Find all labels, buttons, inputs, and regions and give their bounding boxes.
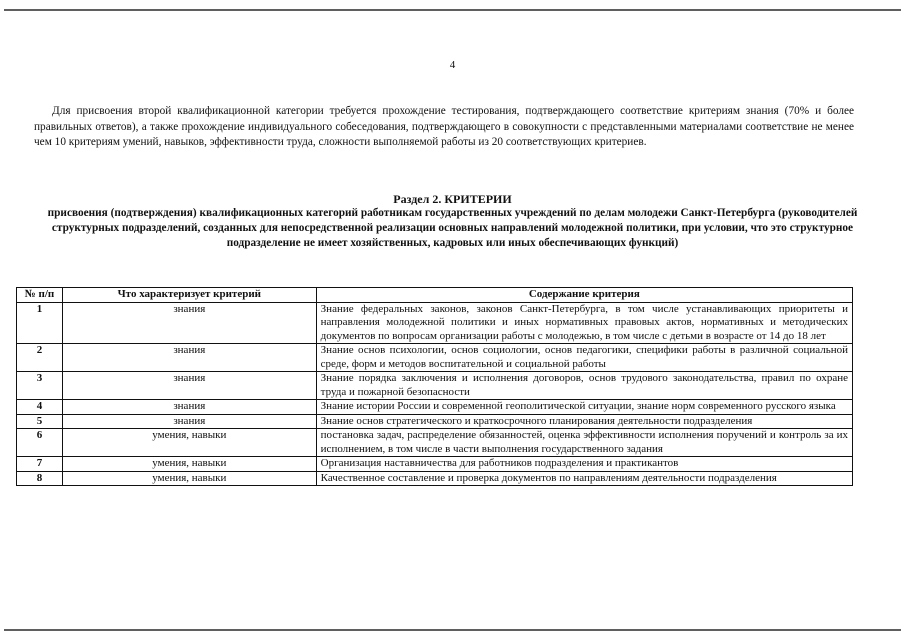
page-number: 4: [449, 59, 456, 71]
row-content: Знание основ стратегического и краткосрочного планирования деятельности подразделения: [316, 414, 852, 429]
table-row: [17, 400, 853, 415]
header-num: № п/п: [17, 288, 63, 303]
row-kind: умения, навыки: [62, 429, 316, 457]
row-content: Знание основ психологии, основ социологии, основ педагогики, специфики работы в различной социальной среде, форм и методов воспитательной и социальной работы: [316, 344, 852, 372]
row-num: 3: [17, 372, 63, 400]
intro-paragraph: Для присвоения второй квалификационной категории требуется прохождение тестирования, подтверждающего соответствие критериям знания (70% и более правильных ответов), а также прохождение индивидуального собеседования, подтверждающего в совокупности с представленными материалами соответствие не менее чем 10 критериям умений, навыков, эффективности труда, сложности выполняемой работы из 20 соответствующих критериев.: [34, 105, 854, 148]
header-kind: Что характеризует критерий: [62, 288, 316, 303]
table-row: [17, 302, 853, 344]
row-kind: знания: [62, 344, 316, 372]
scan-edge-bottom: [4, 629, 901, 631]
row-content: постановка задач, распределение обязанностей, оценка эффективности исполнения поручений и контроль за их исполнением, в том числе в части выполнения государственного задания: [316, 429, 852, 457]
header-content: Содержание критерия: [316, 288, 852, 303]
table-row: [17, 372, 853, 400]
row-content: Знание порядка заключения и исполнения договоров, основ трудового законодательства, правил по охране труда и пожарной безопасности: [316, 372, 852, 400]
table-row: [17, 429, 853, 457]
row-num: 1: [17, 302, 63, 344]
table-row: [17, 344, 853, 372]
row-content: Знание истории России и современной геополитической ситуации, знание норм современного русского языка: [316, 400, 852, 415]
table-row: [17, 457, 853, 472]
table-row: [17, 471, 853, 486]
scan-edge-top: [4, 9, 901, 11]
row-kind: знания: [62, 372, 316, 400]
row-num: 4: [17, 400, 63, 415]
section-subtitle: присвоения (подтверждения) квалификационных категорий работникам государственных учреждений по делам молодежи Санкт-Петербурга (руководителей структурных подразделений, созданных для непосредственной реализации основных направлений молодежной политики, при условии, что это структурное подразделение не имеет хозяйственных, кадровых или иных обеспечивающих функций): [47, 207, 858, 249]
row-kind: умения, навыки: [62, 471, 316, 486]
table-row: [17, 414, 853, 429]
row-num: 6: [17, 429, 63, 457]
row-content: Организация наставничества для работников подразделения и практикантов: [316, 457, 852, 472]
row-num: 2: [17, 344, 63, 372]
section-title: Раздел 2. КРИТЕРИИ: [393, 192, 512, 206]
row-kind: умения, навыки: [62, 457, 316, 472]
row-content: Качественное составление и проверка документов по направлениям деятельности подразделения: [316, 471, 852, 486]
row-content: Знание федеральных законов, законов Санкт-Петербурга, в том числе устанавливающих приоритеты и направления молодежной политики и иных нормативных правовых актов, нормативных и методических документов по вопросам организации работы с молодежью, в том числе с детьми в возрасте от 14 до 18 лет: [316, 302, 852, 344]
table-header-row: [17, 288, 853, 303]
row-kind: знания: [62, 400, 316, 415]
row-kind: знания: [62, 302, 316, 344]
row-kind: знания: [62, 414, 316, 429]
criteria-table: [16, 287, 853, 486]
row-num: 8: [17, 471, 63, 486]
row-num: 7: [17, 457, 63, 472]
row-num: 5: [17, 414, 63, 429]
